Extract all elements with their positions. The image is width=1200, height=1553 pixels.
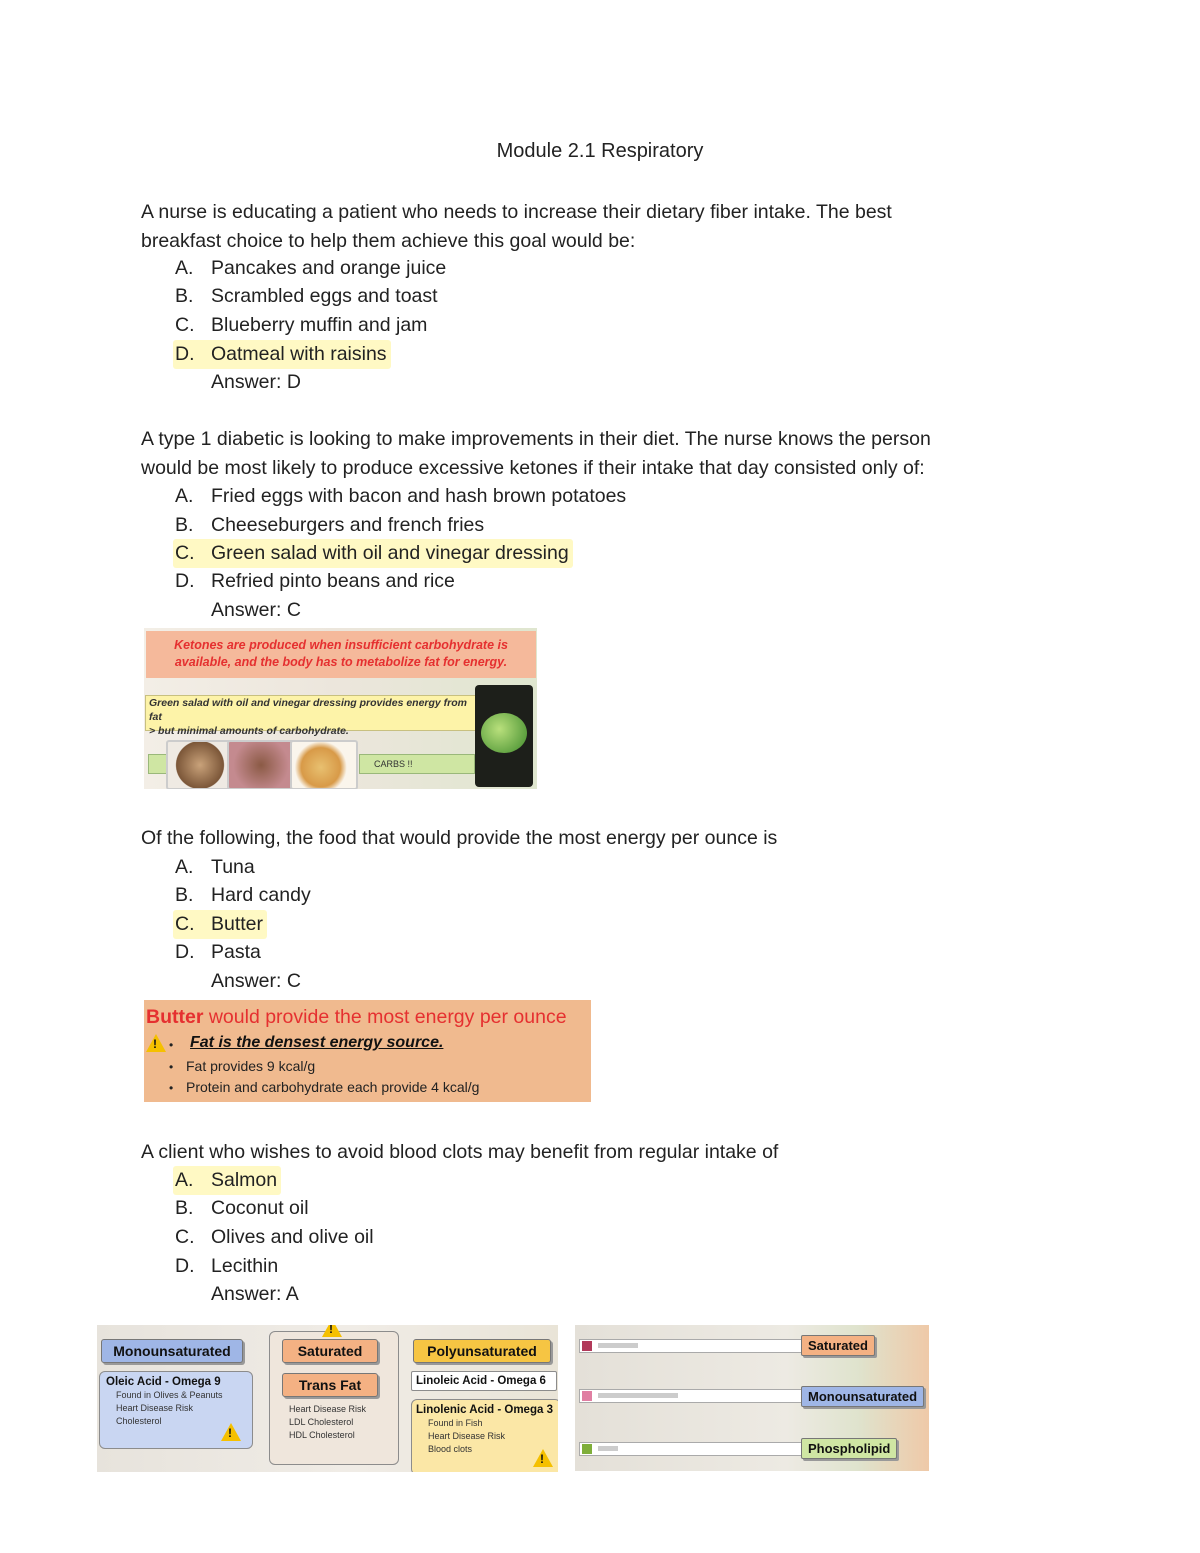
mono-chip: Monounsaturated [101, 1339, 243, 1363]
bullet-icon: • [169, 1060, 174, 1074]
q2-option-d: D. Refried pinto beans and rice [175, 570, 455, 592]
ketones-slide-image [144, 628, 537, 789]
trans-fat-items [279, 1403, 399, 1443]
butter-heading-bold: Butter [146, 1006, 204, 1028]
fat-label-matching-image [575, 1325, 929, 1471]
q2-option-a: A. Fried eggs with bacon and hash brown potatoes [175, 485, 627, 507]
question-3-stem-line1: Of the following, the food that would provide the most energy per ounce is [141, 827, 778, 849]
question-2-stem-line1: A type 1 diabetic is looking to make improvements in their diet. The nurse knows the person [141, 428, 931, 450]
q1-answer: Answer: D [211, 371, 301, 393]
question-4-stem-line1: A client who wishes to avoid blood clots may benefit from regular intake of [141, 1141, 779, 1163]
matching-row [579, 1442, 803, 1456]
fat-types-diagram-image [97, 1325, 558, 1472]
butter-line1: Fat is the densest energy source. [190, 1034, 444, 1051]
q4-option-d: D. Lecithin [175, 1255, 279, 1277]
food-photo-eggs-bacon [166, 740, 234, 789]
butter-slide-image [144, 1000, 591, 1102]
trans-item: LDL Cholesterol [289, 1417, 354, 1427]
butter-heading-rest: would provide the most energy per ounce [203, 1006, 567, 1028]
q1-option-d-correct: D. Oatmeal with raisins [173, 340, 391, 369]
q3-answer: Answer: C [211, 970, 301, 992]
question-4-stem [141, 1138, 1041, 1167]
ketones-banner [146, 631, 536, 678]
bullet-icon: • [169, 1038, 174, 1052]
saturated-label: Saturated [801, 1335, 875, 1356]
q3-option-a: A. Tuna [175, 856, 255, 878]
q3-option-d: D. Pasta [175, 941, 261, 963]
bullet-icon: • [169, 1081, 174, 1095]
question-1-stem-line1: A nurse is educating a patient who needs to increase their dietary fiber intake. The best [141, 201, 892, 223]
matching-row [579, 1339, 803, 1353]
linoleic-box [411, 1371, 557, 1391]
warning-icon [533, 1449, 553, 1467]
salad-note-line1: Green salad with oil and vinegar dressing provides energy from fat [149, 697, 468, 723]
question-3-stem [141, 824, 1041, 853]
food-photo-salad [475, 685, 533, 787]
warning-icon [221, 1423, 241, 1441]
warning-icon [322, 1325, 342, 1337]
trans-fat-chip: Trans Fat [282, 1373, 378, 1397]
question-1-stem-line2: breakfast choice to help them achieve this goal would be: [141, 230, 636, 252]
salad-note-line2: > but minimal amounts of carbohydrate. [149, 725, 349, 737]
ketones-banner-line1: Ketones are produced when insufficient carbohydrate is [174, 638, 508, 652]
q2-option-c-correct: C. Green salad with oil and vinegar dressing [173, 539, 573, 568]
linolenic-item: Found in Fish [428, 1418, 483, 1428]
linolenic-title: Linolenic Acid - Omega 3 [416, 1404, 553, 1416]
oleic-item: Found in Olives & Peanuts [116, 1390, 223, 1400]
warning-icon [146, 1034, 166, 1052]
q3-option-c-correct: C. Butter [173, 910, 267, 939]
food-photo-burgers [227, 740, 295, 789]
question-2-stem [141, 425, 1041, 483]
mono-label: Monounsaturated [801, 1386, 924, 1407]
trans-item: HDL Cholesterol [289, 1430, 355, 1440]
butter-line2: Fat provides 9 kcal/g [186, 1058, 316, 1074]
linolenic-item: Heart Disease Risk [428, 1431, 506, 1441]
food-photo-beans-rice [290, 740, 358, 789]
q2-answer: Answer: C [211, 599, 301, 621]
q1-option-b: B. Scrambled eggs and toast [175, 285, 438, 307]
q4-answer: Answer: A [211, 1283, 299, 1305]
linoleic-title: Linoleic Acid - Omega 6 [416, 1375, 546, 1387]
q2-option-b: B. Cheeseburgers and french fries [175, 514, 485, 536]
phospholipid-label: Phospholipid [801, 1438, 897, 1459]
oleic-title: Oleic Acid - Omega 9 [106, 1376, 221, 1388]
carbs-label: CARBS !! [359, 754, 475, 774]
oleic-item: Cholesterol [116, 1416, 162, 1426]
q1-option-a: A. Pancakes and orange juice [175, 257, 447, 279]
q4-option-b: B. Coconut oil [175, 1197, 309, 1219]
q4-option-c: C. Olives and olive oil [175, 1226, 374, 1248]
question-2-stem-line2: would be most likely to produce excessive ketones if their intake that day consisted only of: [141, 457, 925, 479]
ketones-banner-line2: available, and the body has to metabolize fat for energy. [174, 655, 508, 669]
matching-row [579, 1389, 803, 1403]
carbs-bar-left [148, 754, 168, 774]
page-title: Module 2.1 Respiratory [496, 140, 704, 162]
q3-option-b: B. Hard candy [175, 884, 311, 906]
question-1-stem [141, 198, 1041, 256]
linolenic-item: Blood clots [428, 1444, 473, 1454]
poly-chip: Polyunsaturated [413, 1339, 551, 1363]
butter-line3: Protein and carbohydrate each provide 4 kcal/g [186, 1079, 480, 1095]
saturated-chip: Saturated [282, 1339, 378, 1363]
butter-heading [146, 1006, 567, 1029]
trans-item: Heart Disease Risk [289, 1404, 367, 1414]
oleic-item: Heart Disease Risk [116, 1403, 194, 1413]
salad-note [145, 695, 478, 737]
q1-option-c: C. Blueberry muffin and jam [175, 314, 428, 336]
q4-option-a-correct: A. Salmon [173, 1166, 281, 1195]
